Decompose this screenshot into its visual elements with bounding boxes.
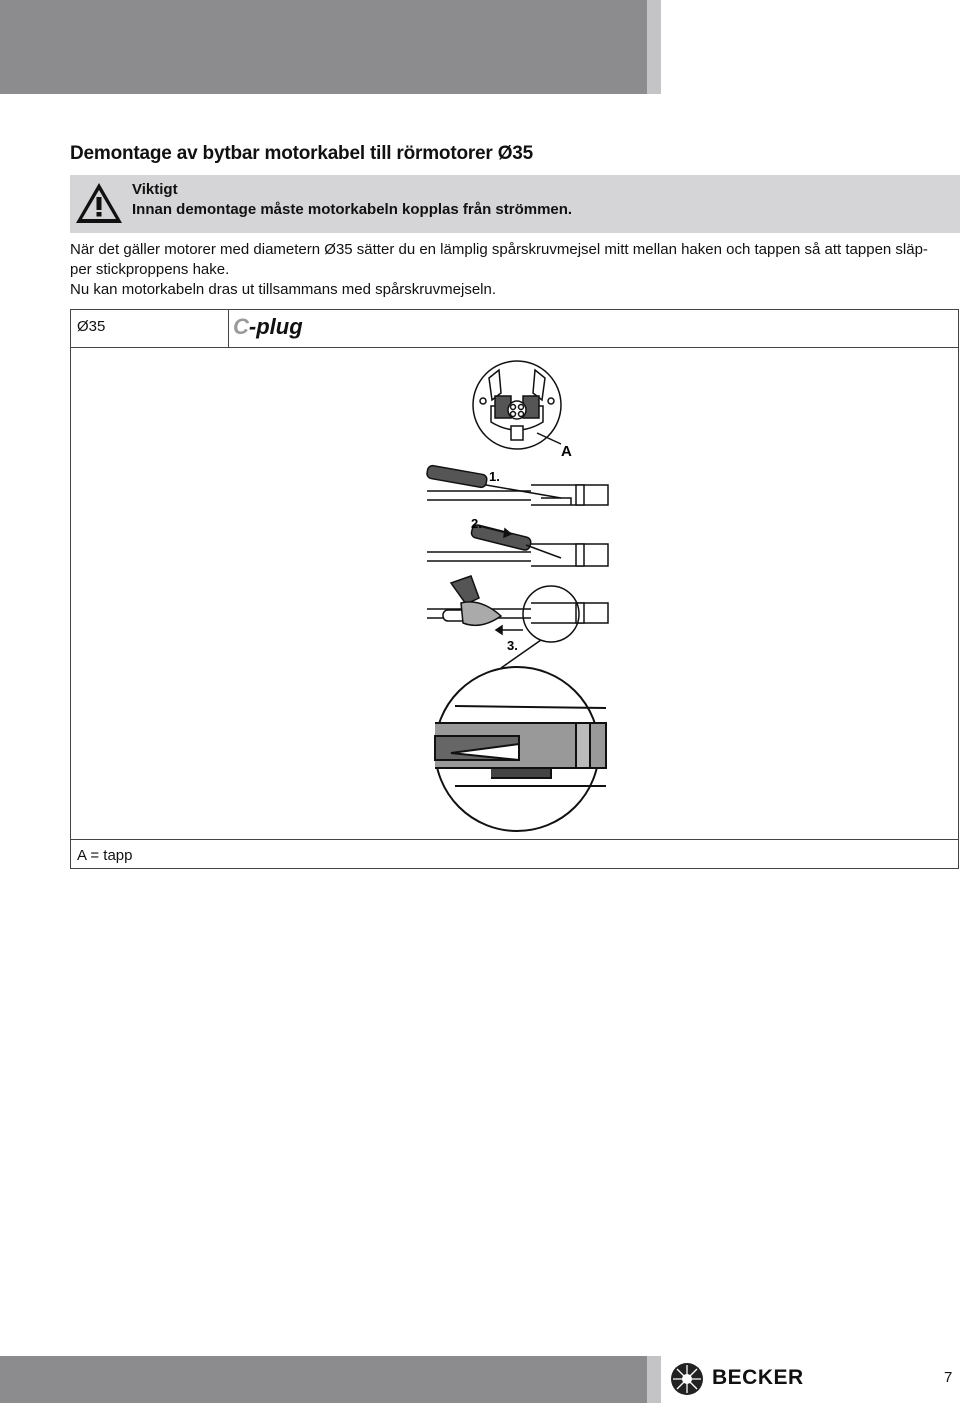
- page-number: 7: [944, 1369, 953, 1386]
- diameter-cell: Ø35: [71, 310, 229, 347]
- footer-bar: [0, 1356, 661, 1403]
- warning-text: Innan demontage måste motorkabeln kopplas från strömmen.: [132, 201, 573, 218]
- motor-head-view: [473, 361, 561, 449]
- instructions: [70, 240, 955, 300]
- disassembly-figure: [71, 348, 958, 838]
- instruction-line-3: Nu kan motorkabeln dras ut tillsammans med spårskruvmejseln.: [70, 281, 496, 298]
- cplug-logo-text: plug: [256, 314, 303, 339]
- cplug-logo: [233, 314, 303, 340]
- table-header: [71, 310, 958, 348]
- becker-logo-text: BECKER: [712, 1366, 804, 1389]
- step1-label: 1.: [489, 469, 500, 484]
- footer-bar-accent: [647, 1356, 661, 1403]
- step3-illustration: [427, 576, 608, 668]
- cplug-logo-dash: -: [248, 314, 257, 339]
- instruction-table: [70, 309, 959, 869]
- instruction-line-1: När det gäller motorer med diametern Ø35 sätter du en lämplig spårskruvmejsel mitt mellan haken och tappen så att tappen släp-: [70, 241, 928, 258]
- warning-heading: Viktigt: [132, 181, 178, 198]
- page-title: Demontage av bytbar motorkabel till rörmotorer Ø35: [70, 143, 534, 164]
- label-a: A: [561, 443, 572, 460]
- cplug-logo-c: C: [233, 314, 249, 339]
- becker-logo-icon: [670, 1362, 704, 1396]
- warning-triangle-icon: [74, 181, 124, 225]
- header-bar-accent: [647, 0, 661, 94]
- step2-label: 2.: [471, 516, 482, 531]
- step1-illustration: [426, 465, 608, 505]
- magnified-detail: [435, 667, 606, 831]
- instruction-line-2: per stickproppens hake.: [70, 261, 230, 278]
- disassembly-illustration: [71, 348, 960, 838]
- step3-label: 3.: [507, 638, 518, 653]
- warning-box: [70, 175, 960, 233]
- step2-illustration: [427, 524, 608, 566]
- header-bar: [0, 0, 647, 94]
- figure-legend: A = tapp: [71, 839, 958, 869]
